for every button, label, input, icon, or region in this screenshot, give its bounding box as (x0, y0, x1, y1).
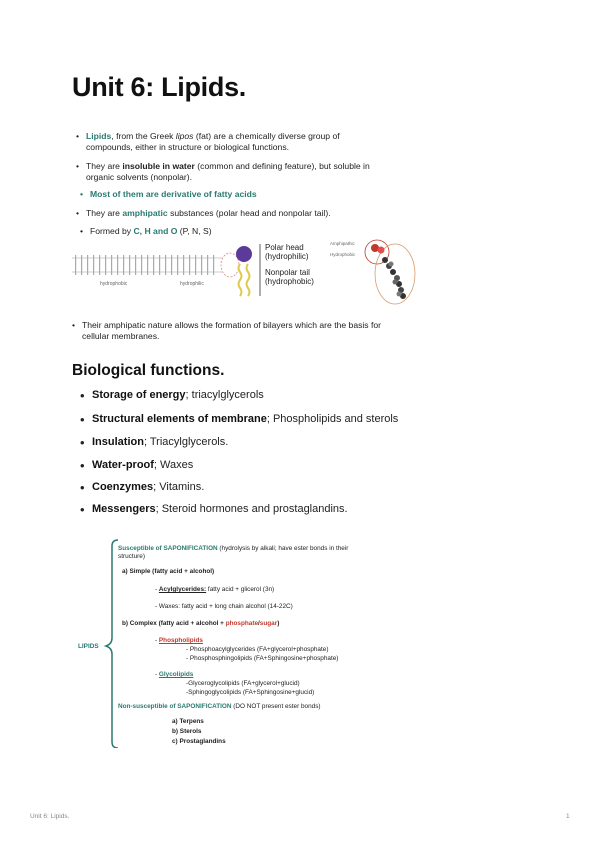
classification-bracket (100, 538, 120, 748)
bullet-elements: • Formed by C, H and O (P, N, S) (80, 226, 212, 236)
simple-lipids: a) Simple (fatty acid + alcohol) (122, 568, 215, 575)
bullet-insoluble: • They are insoluble in water (common and defining feature), but soluble in organic solvents (nonpolar). (76, 161, 370, 182)
sterols: b) Sterols (172, 728, 202, 735)
label-nonpolar-tail: Nonpolar tail (hydrophobic) (265, 268, 314, 286)
page-number: 1 (566, 813, 570, 820)
glycolipids: - Glycolipids (155, 671, 194, 678)
phosphoacylglycerides: - Phosphoacylglycerides (FA+glycerol+phosphate) (186, 646, 329, 653)
functions-heading: Biological functions. (72, 362, 225, 379)
function-item: • Structural elements of membrane; Phospholipids and sterols (80, 412, 399, 427)
sphingoglycolipids: -Sphingoglycolipids (FA+Sphingosine+glucid) (186, 689, 315, 696)
function-item: • Messengers; Steroid hormones and prostaglandins. (80, 502, 348, 517)
function-item: • Coenzymes; Vitamins. (80, 480, 205, 495)
figure-label-hydrophilic: hydrophilic (180, 281, 204, 287)
bullet-bilayers: • Their amphipatic nature allows the formation of bilayers which are the basis for cellular membranes. (72, 320, 382, 341)
label-amphipathic: Amphipathic (330, 241, 355, 246)
phospholipids: - Phospholipids (155, 637, 203, 644)
function-item: • Water-proof; Waxes (80, 458, 194, 473)
bullet-lipids-definition: • Lipids, from the Greek lipos (fat) are a chemically diverse group of compounds, either in structure or biological functions. (76, 131, 340, 152)
bullet-amphipatic: • They are amphipatic substances (polar head and nonpolar tail). (76, 208, 331, 218)
phosphosphingolipids: - Phosphosphingolipids (FA+Sphingosine+phosphate) (186, 655, 339, 662)
prostaglandins: c) Prostaglandins (172, 738, 226, 745)
label-hydrophobic-right: Hydrophobic (330, 252, 356, 257)
terpens: a) Terpens (172, 718, 204, 725)
figure-label-hydrophobic: hydrophobic (100, 281, 128, 287)
phospholipid-schematic (230, 242, 264, 298)
footer-title: Unit 6: Lipids. (30, 813, 70, 820)
root-lipids: LIPIDS (78, 643, 99, 650)
function-item: • Storage of energy; triacylglycerols (80, 388, 264, 403)
space-filling-model (355, 236, 430, 306)
saponifiable-group: Susceptible of SAPONIFICATION (hydrolysis by alkali; have ester bonds in their structure) (118, 545, 349, 560)
acylglycerides: - Acylglycerides: fatty acid + glicerol (3n) (155, 586, 275, 593)
lipid-bilayer-figure (72, 246, 242, 292)
label-polar-head: Polar head (hydrophilic) (265, 243, 309, 261)
page-title: Unit 6: Lipids. (72, 72, 246, 102)
glyceroglycolipids: -Glyceroglycolipids (FA+glycerol+glucid) (186, 680, 300, 687)
non-saponifiable-group: Non-susceptible of SAPONIFICATION (DO NOT present ester bonds) (118, 703, 321, 710)
complex-lipids: b) Complex (fatty acid + alcohol + phosphate/sugar) (122, 620, 280, 627)
function-item: • Insulation; Triacylglycerols. (80, 435, 229, 450)
waxes: - Waxes: fatty acid + long chain alcohol (14-22C) (155, 603, 293, 610)
bullet-fatty-acids: • Most of them are derivative of fatty acids (80, 189, 257, 199)
